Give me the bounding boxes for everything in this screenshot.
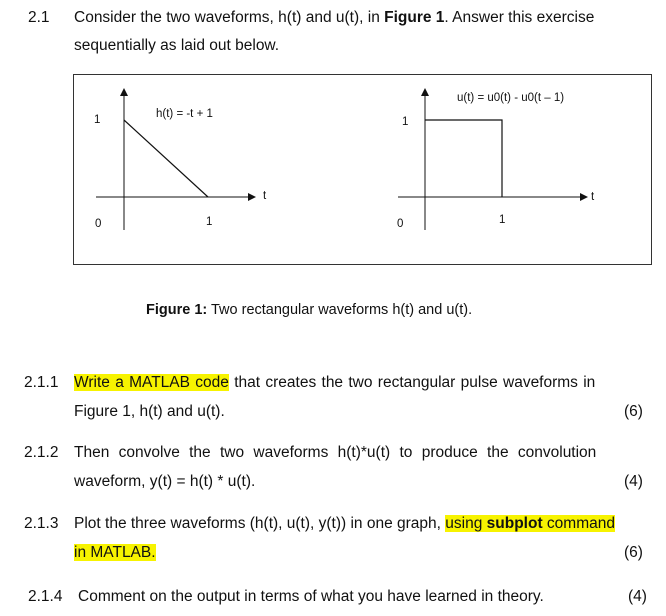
q211-line1-rest: that creates the two rectangular pulse waveforms in bbox=[228, 374, 596, 391]
left-axis-var: t bbox=[263, 190, 267, 202]
q212-number: 2.1.2 bbox=[24, 444, 59, 461]
q213-points: (6) bbox=[624, 544, 643, 561]
figure-caption bbox=[146, 302, 472, 318]
q211-points: (6) bbox=[624, 403, 643, 420]
q21-line2: sequentially as laid out below. bbox=[74, 37, 280, 54]
q213-line2-highlight: in MATLAB. bbox=[74, 544, 156, 561]
q211-line1 bbox=[74, 374, 595, 392]
u-waveform bbox=[425, 120, 502, 197]
q211-number: 2.1.1 bbox=[24, 374, 59, 391]
left-plot-label: h(t) = -t + 1 bbox=[156, 108, 213, 120]
q21-figure-ref: Figure 1 bbox=[384, 9, 445, 26]
left-y-tick: 1 bbox=[94, 114, 101, 126]
figure-caption-label: Figure 1: bbox=[146, 302, 208, 318]
q213-line1 bbox=[74, 515, 615, 533]
q212-points: (4) bbox=[624, 473, 643, 490]
q213-number: 2.1.3 bbox=[24, 515, 59, 532]
q214-points: (4) bbox=[628, 588, 647, 605]
q212-line1: Then convolve the two waveforms h(t)*u(t) to produce the convolution bbox=[74, 444, 597, 461]
right-origin: 0 bbox=[397, 218, 404, 230]
q213-line1-start: Plot the three waveforms (h(t), u(t), y(t)) in one graph, bbox=[74, 515, 446, 532]
h-waveform bbox=[124, 120, 208, 197]
q212-line2: waveform, y(t) = h(t) * u(t). bbox=[74, 473, 256, 490]
q21-number: 2.1 bbox=[28, 9, 50, 26]
right-plot-label: u(t) = u0(t) - u0(t – 1) bbox=[457, 92, 565, 104]
q214-line1: Comment on the output in terms of what you have learned in theory. bbox=[78, 588, 544, 605]
q213-hl-part2: command bbox=[542, 515, 615, 532]
q213-highlight bbox=[445, 515, 615, 532]
q214-number: 2.1.4 bbox=[28, 588, 63, 605]
q21-line1-end: . Answer this exercise bbox=[444, 9, 595, 26]
q211-line2: Figure 1, h(t) and u(t). bbox=[74, 403, 225, 420]
right-x-tick: 1 bbox=[499, 214, 506, 226]
left-origin: 0 bbox=[95, 218, 102, 230]
q213-line2 bbox=[74, 544, 156, 562]
q213-hl-part1: using bbox=[445, 515, 487, 532]
figure-caption-text: Two rectangular waveforms h(t) and u(t). bbox=[207, 302, 473, 318]
q21-line1-text: Consider the two waveforms, h(t) and u(t), in bbox=[74, 9, 385, 26]
left-x-tick: 1 bbox=[206, 216, 213, 228]
q213-hl-bold: subplot bbox=[486, 515, 543, 532]
right-axis-var: t bbox=[591, 191, 595, 203]
q211-highlight: Write a MATLAB code bbox=[74, 374, 229, 391]
right-y-tick: 1 bbox=[402, 116, 409, 128]
